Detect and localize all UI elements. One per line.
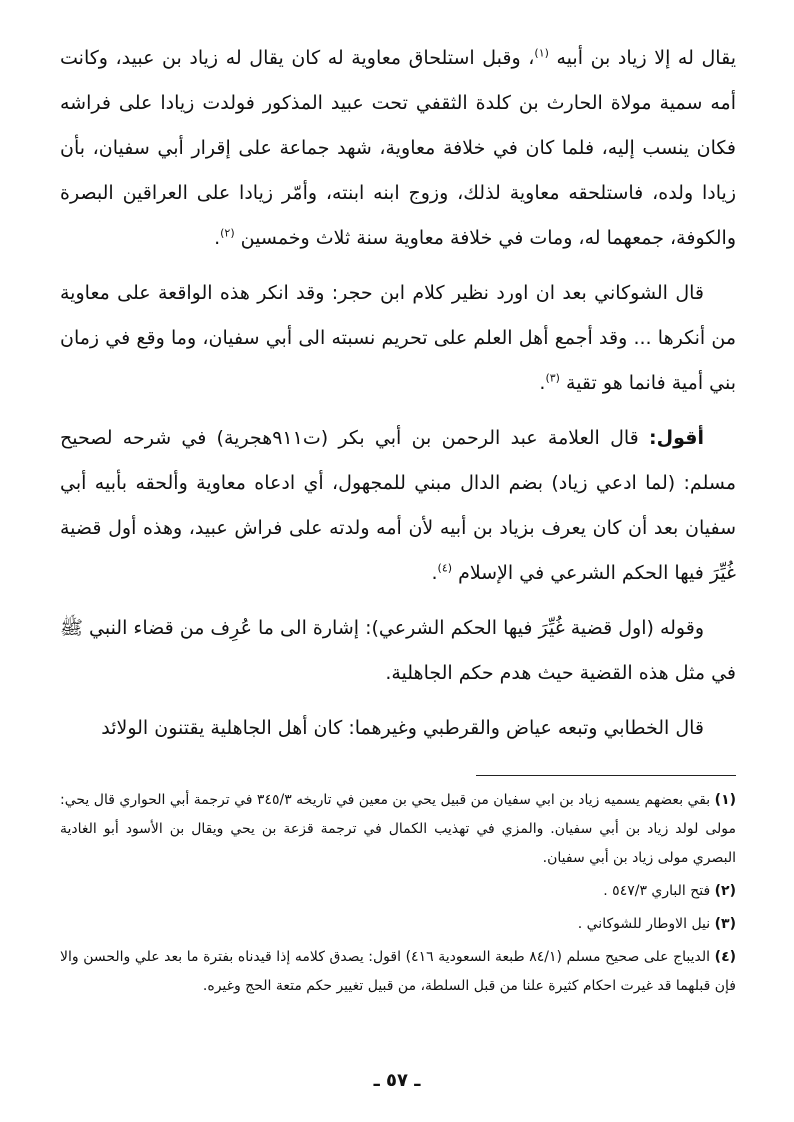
paragraph-3-text-b: . — [431, 562, 438, 584]
paragraph-5-text-a: قال الخطابي وتبعه عياض والقرطبي وغيرهما: كان أهل الجاهلية يقتنون الولائد — [101, 717, 704, 739]
footnote-ref-3[interactable]: (٣) — [545, 371, 560, 385]
paragraph-2 — [60, 271, 736, 406]
footnote-divider — [476, 775, 736, 776]
paragraph-2-text-b: . — [539, 372, 546, 394]
paragraph-3-lead: أقول: — [649, 427, 704, 449]
paragraph-3 — [60, 416, 736, 596]
page-number: ـ ٥٧ ـ — [373, 1070, 421, 1091]
footnote-4-number: (٤) — [714, 949, 737, 965]
footnote-3 — [60, 910, 736, 939]
paragraph-2-text-a: قال الشوكاني بعد ان اورد نظير كلام ابن حجر: وقد انكر هذه الواقعة على معاوية من أنكرها ... وقد أجمع أهل العلم على تحريم نسبته الى أبي سفيان، وما وقع في زمان بني أمية فانما هو تقية — [60, 282, 736, 394]
footnote-2-text: فتح الباري ٥٤٧/٣ . — [603, 883, 711, 899]
footnote-2-number: (٢) — [714, 883, 736, 899]
paragraph-4 — [60, 606, 736, 696]
footnote-3-text: نيل الاوطار للشوكاني . — [577, 916, 711, 932]
footnote-ref-4[interactable]: (٤) — [437, 561, 453, 575]
paragraph-4-text-a: وقوله (اول قضية غُيِّرَ فيها الحكم الشرعي): إشارة الى ما عُرِف من قضاء النبي ﷺ في مثل هذه القضية حيث هدم حكم الجاهلية. — [60, 617, 736, 684]
footnote-4 — [60, 943, 736, 1001]
paragraph-1-text-a: يقال له إلا زياد بن أبيه — [556, 47, 736, 69]
page-body — [60, 36, 736, 1005]
footnote-3-number: (٣) — [714, 916, 736, 932]
paragraph-3-text-a: قال العلامة عبد الرحمن بن أبي بكر (ت٩١١هجرية) في شرحه لصحيح مسلم: (لما ادعي زياد) بضم الدال مبني للمجهول، أي ادعاه معاوية وألحقه بأبيه أبي سفيان بعد أن كان يعرف بزياد بن أبيه لأن أمه ولدته على فراش عبيد، وهذه أول قضية غُيِّرَ فيها الحكم الشرعي في الإسلام — [60, 427, 736, 584]
footnote-1-number: (١) — [714, 792, 737, 808]
footnote-1 — [60, 786, 736, 873]
footnote-1-text: بقي بعضهم يسميه زياد بن ابي سفيان من قبيل يحي بن معين في تاريخه ٣٤٥/٣ في ترجمة أبي الحواري قال يحي: مولى لولد زياد بن أبي سفيان. والمزي في تهذيب الكمال في ترجمة قزعة بن يحي ويقال بن الأسود أبو الغادية البصري مولى زياد بن أبي سفيان. — [60, 792, 736, 866]
footnote-4-text: الديباج على صحيح مسلم (٨٤/١ طبعة السعودية ٤١٦) اقول: يصدق كلامه إذا قيدناه بفترة ما بعد علي والحسن والا فإن قبلهما قد غيرت احكام كثيرة علنا من قبل السلطة، من قبيل تغيير حكم متعة الحج وغيره. — [60, 949, 736, 994]
footnote-ref-1[interactable]: (١) — [534, 46, 549, 60]
paragraph-1-text-b: ، وقبل استلحاق معاوية له كان يقال له زياد بن عبيد، وكانت أمه سمية مولاة الحارث بن كلدة الثقفي تحت عبيد المذكور فولدت زيادا على فراشه فكان ينسب إليه، فلما كان في خلافة معاوية، شهد جماعة على إقرار أبي سفيان، بأن زيادا ولده، فاستلحقه معاوية لذلك، وزوج ابنه ابنته، وأمّر زيادا على العراقين البصرة والكوفة، جمعهما له، ومات في خلافة معاوية سنة ثلاث وخمسين — [60, 47, 736, 249]
footnote-2 — [60, 877, 736, 906]
paragraph-5 — [60, 706, 736, 751]
footnotes — [60, 786, 736, 1001]
paragraph-1-text-c: . — [214, 227, 221, 249]
footnote-ref-2[interactable]: (٢) — [220, 226, 235, 240]
paragraph-1 — [60, 36, 736, 261]
